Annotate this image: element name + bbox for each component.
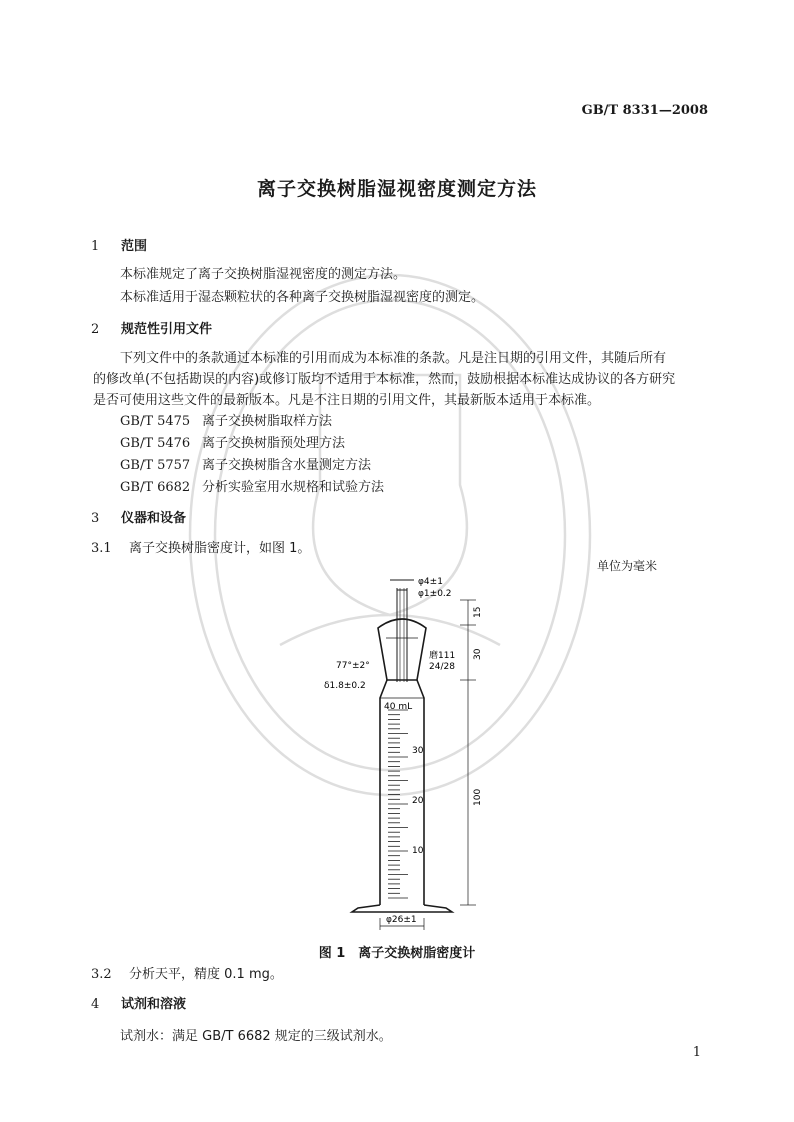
scale-label: 10 (412, 846, 424, 856)
paragraph-line: 是否可使用这些文件的最新版本。凡是不注日期的引用文件，其最新版本适用于本标准。 (93, 393, 601, 408)
section-1-heading (91, 235, 147, 254)
section-number: 2 (91, 322, 100, 337)
stopper (378, 619, 426, 680)
section-2-heading (91, 318, 212, 337)
graduation-marks (388, 710, 408, 898)
clause-number: 3.2 (91, 967, 112, 982)
section-title: 规范性引用文件 (121, 322, 213, 337)
paragraph: 本标准适用于湿态颗粒状的各种离子交换树脂湿视密度的测定。 (120, 290, 485, 305)
scale-label: 20 (412, 796, 424, 806)
paragraph: 本标准规定了离子交换树脂湿视密度的测定方法。 (120, 267, 407, 282)
paragraph-line: 的修改单(不包括勘误的内容)或修订版均不适用于本标准，然而，鼓励根据本标准达成协议的各方研究 (93, 372, 676, 387)
reference-code: GB/T 5757 (120, 458, 191, 473)
figure-unit-note: 单位为毫米 (597, 559, 658, 573)
base-foot (352, 905, 452, 912)
section-number: 1 (91, 239, 100, 254)
dim-inner-label: φ1±0.2 (418, 589, 452, 599)
paragraph-line: 下列文件中的条款通过本标准的引用而成为本标准的条款。凡是注日期的引用文件，其随后所有 (120, 351, 667, 366)
page-title: 离子交换树脂湿视密度测定方法 (256, 178, 537, 200)
section-4-heading (91, 993, 186, 1012)
reference-item (120, 476, 384, 495)
volume-label: 40 mL (384, 702, 413, 712)
clause-3-1 (91, 537, 310, 556)
reference-title: 分析实验室用水规格和试验方法 (202, 480, 385, 495)
dim-wall-label: δ1.8±0.2 (324, 681, 366, 691)
reference-code: GB/T 6682 (120, 480, 191, 495)
reference-code: GB/T 5476 (120, 436, 191, 451)
clause-text: 离子交换树脂密度计，如图 1。 (129, 541, 311, 556)
clause-text: 分析天平，精度 0.1 mg。 (129, 967, 283, 982)
body-wall-right (417, 680, 424, 905)
reference-item (120, 454, 371, 473)
section-number: 4 (91, 997, 100, 1012)
figure-caption: 图 1 离子交换树脂密度计 (318, 946, 476, 961)
document-id: GB/T 8331—2008 (581, 103, 708, 118)
reference-code: GB/T 5475 (120, 414, 191, 429)
dim-len-body-label: 100 (473, 788, 483, 806)
section-number: 3 (91, 511, 100, 526)
reference-title: 离子交换树脂含水量测定方法 (202, 458, 372, 473)
reference-item (120, 410, 332, 429)
densimeter-figure (300, 570, 500, 935)
section-title: 范围 (121, 239, 148, 254)
clause-number: 3.1 (91, 541, 112, 556)
paragraph: 试剂水：满足 GB/T 6682 规定的三级试剂水。 (120, 1029, 392, 1044)
dim-len-top-label: 15 (473, 606, 483, 618)
page-number: 1 (692, 1045, 701, 1060)
dim-angle-label: 77°±2° (336, 661, 370, 671)
reference-title: 离子交换树脂预处理方法 (202, 436, 346, 451)
dim-joint-label-b: 24/28 (429, 662, 455, 672)
scale-label: 30 (412, 746, 424, 756)
dim-joint-label-a: 磨111 (429, 651, 456, 661)
section-title: 试剂和溶液 (121, 997, 187, 1012)
reference-item (120, 432, 345, 451)
body-wall-left (380, 680, 387, 905)
dim-len-mid-label: 30 (473, 648, 483, 660)
dim-base-label: φ26±1 (386, 915, 417, 925)
reference-title: 离子交换树脂取样方法 (202, 414, 333, 429)
clause-3-2 (91, 963, 283, 982)
section-3-heading (91, 507, 186, 526)
section-title: 仪器和设备 (121, 511, 187, 526)
dim-outer-label: φ4±1 (418, 577, 443, 587)
